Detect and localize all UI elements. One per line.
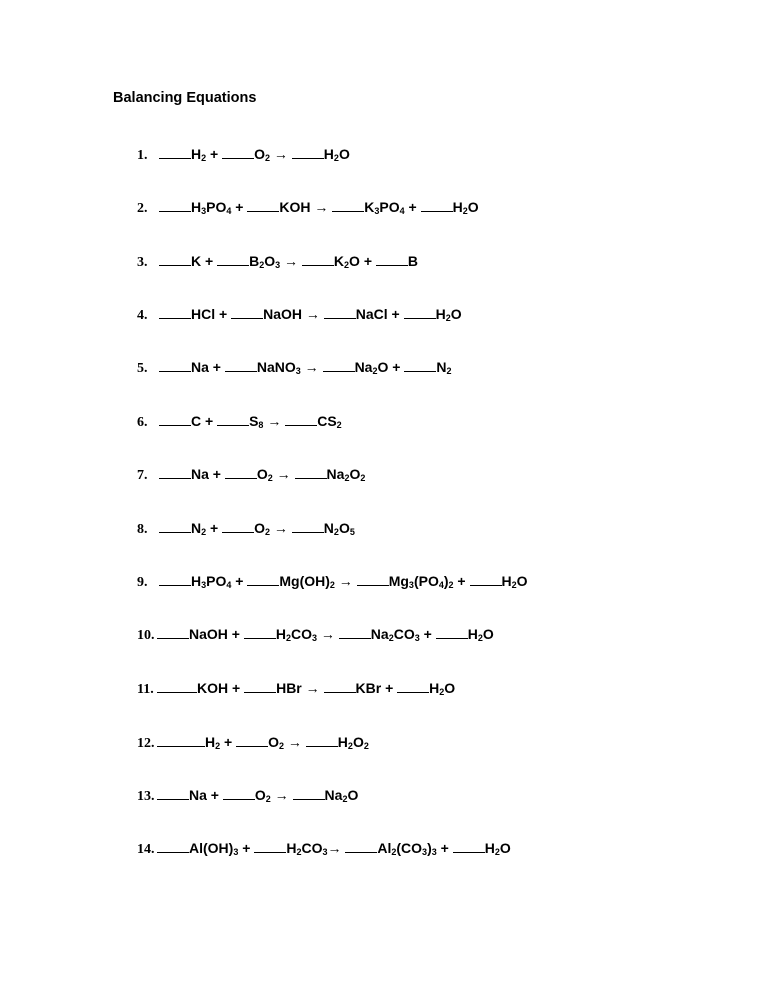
equation-text: Na + NaNO$_3$ → $Na_2O + N_2$ (159, 359, 451, 375)
answer-blank[interactable] (324, 306, 356, 319)
answer-blank[interactable] (225, 359, 257, 372)
answer-blank[interactable] (159, 359, 191, 372)
equation-row (137, 572, 528, 592)
answer-blank[interactable] (159, 520, 191, 533)
equation-text: $Na + O_2 \to Na_2O_2$ (159, 466, 365, 482)
answer-blank[interactable] (306, 734, 338, 747)
answer-blank[interactable] (225, 466, 257, 479)
equation-row (137, 305, 462, 325)
answer-blank[interactable] (157, 680, 197, 693)
answer-blank[interactable] (254, 840, 286, 853)
answer-blank[interactable] (159, 466, 191, 479)
equation-row (137, 465, 365, 485)
equation-text: NaOH + $H_2CO_3 \to Na_2CO_3 + H_2O$ (157, 626, 494, 642)
answer-blank[interactable] (293, 787, 325, 800)
equation-number: 2. (137, 201, 148, 216)
equation-text: $K + B_2O_3 \to K_2O + B$ (159, 253, 418, 269)
answer-blank[interactable] (332, 199, 364, 212)
answer-blank[interactable] (159, 146, 191, 159)
answer-blank[interactable] (453, 840, 485, 853)
answer-blank[interactable] (157, 626, 189, 639)
answer-blank[interactable] (397, 680, 429, 693)
equation-row (137, 786, 358, 806)
answer-blank[interactable] (231, 306, 263, 319)
answer-blank[interactable] (345, 840, 377, 853)
equation-number: 11. (137, 682, 154, 697)
answer-blank[interactable] (247, 573, 279, 586)
page-title: Balancing Equations (113, 90, 257, 106)
answer-blank[interactable] (339, 626, 371, 639)
equation-number: 3. (137, 255, 148, 270)
answer-blank[interactable] (223, 787, 255, 800)
equation-row (137, 679, 455, 699)
answer-blank[interactable] (292, 146, 324, 159)
equation-row (137, 358, 451, 378)
answer-blank[interactable] (285, 413, 317, 426)
answer-blank[interactable] (324, 680, 356, 693)
equation-text: $H_2 + O_2 \to H_2O$ (159, 146, 350, 162)
equation-row (137, 252, 418, 272)
equation-number: 14. (137, 842, 155, 857)
answer-blank[interactable] (295, 466, 327, 479)
equation-number: 6. (137, 415, 148, 430)
equation-text: HCl + NaOH → NaCl + $H_2O$ (159, 306, 462, 322)
equation-number: 12. (137, 736, 155, 751)
answer-blank[interactable] (323, 359, 355, 372)
answer-blank[interactable] (217, 413, 249, 426)
answer-blank[interactable] (292, 520, 324, 533)
answer-blank[interactable] (159, 199, 191, 212)
equation-row (137, 412, 342, 432)
equation-number: 1. (137, 148, 148, 163)
equation-number: 7. (137, 468, 148, 483)
answer-blank[interactable] (421, 199, 453, 212)
answer-blank[interactable] (357, 573, 389, 586)
answer-blank[interactable] (302, 253, 334, 266)
answer-blank[interactable] (244, 680, 276, 693)
answer-blank[interactable] (157, 840, 189, 853)
answer-blank[interactable] (157, 787, 189, 800)
equation-text: KOH + HBr → KBr + $H_2O$ (157, 680, 455, 696)
equation-number: 4. (137, 308, 148, 323)
equation-number: 9. (137, 575, 148, 590)
answer-blank[interactable] (244, 626, 276, 639)
answer-blank[interactable] (376, 253, 408, 266)
equation-number: 10. (137, 628, 155, 643)
equation-row (137, 519, 355, 539)
answer-blank[interactable] (436, 626, 468, 639)
equation-text: $H_3PO_4$ + KOH → $K_3PO_4 + H_2O$ (159, 199, 479, 215)
equation-number: 13. (137, 789, 155, 804)
answer-blank[interactable] (159, 573, 191, 586)
equation-row (137, 145, 350, 165)
answer-blank[interactable] (404, 359, 436, 372)
answer-blank[interactable] (217, 253, 249, 266)
equation-row (137, 839, 511, 859)
answer-blank[interactable] (247, 199, 279, 212)
equation-number: 8. (137, 522, 148, 537)
equation-number: 5. (137, 361, 148, 376)
answer-blank[interactable] (404, 306, 436, 319)
equation-text: $C + S_8 \to CS_2$ (159, 413, 342, 429)
answer-blank[interactable] (236, 734, 268, 747)
answer-blank[interactable] (159, 413, 191, 426)
answer-blank[interactable] (222, 146, 254, 159)
answer-blank[interactable] (157, 734, 205, 747)
answer-blank[interactable] (470, 573, 502, 586)
equation-text: $H_3PO_4 + Mg(OH)_2 \to Mg_3(PO_4)_2 + H_2O$ (159, 573, 528, 589)
equation-row (137, 733, 369, 753)
equation-text: $Na + O_2 \to Na_2O$ (157, 787, 358, 803)
equation-text: $N_2 + O_2 \to N_2O_5$ (159, 520, 355, 536)
answer-blank[interactable] (159, 253, 191, 266)
answer-blank[interactable] (222, 520, 254, 533)
equation-row (137, 625, 494, 645)
equation-row (137, 198, 479, 218)
equation-text: $Al(OH)_3 + H_2CO_3\to Al_2(CO_3)_3 + H_2O$ (157, 840, 511, 856)
equation-text: $H_2 + O_2 \to H_2O_2$ (157, 734, 369, 750)
answer-blank[interactable] (159, 306, 191, 319)
